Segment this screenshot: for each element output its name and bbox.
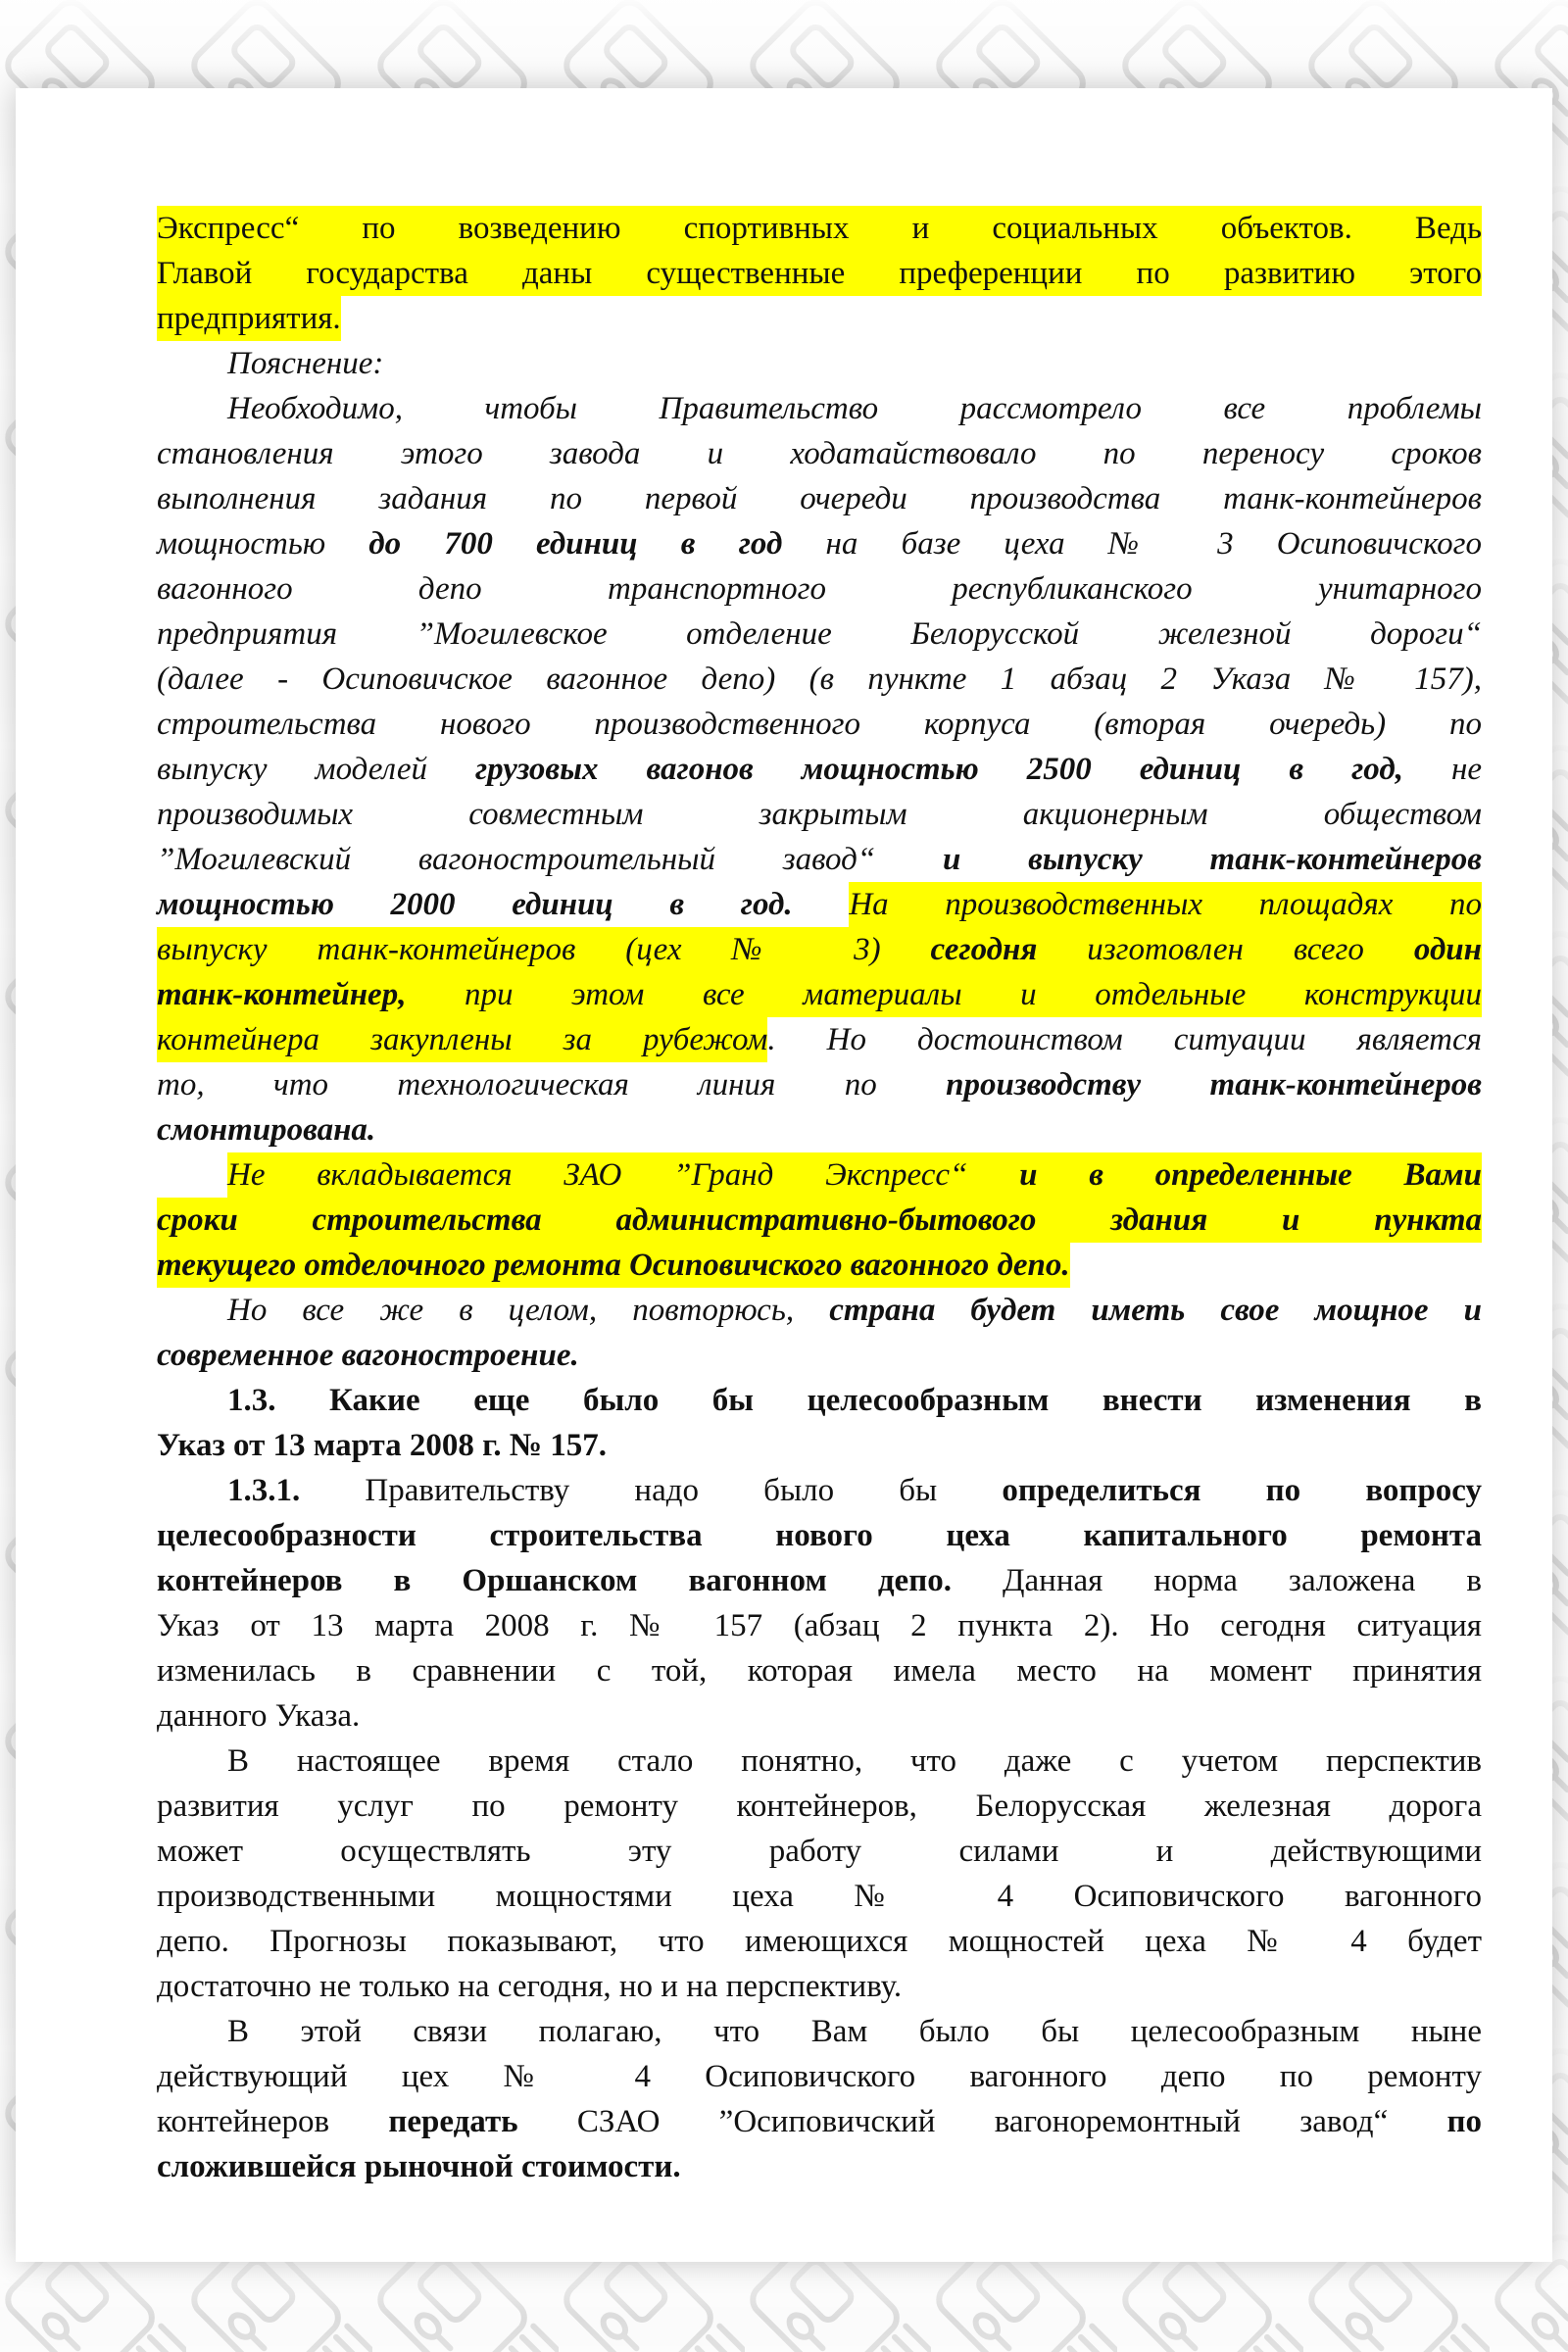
text-run: данного Указа. [157,1698,361,1734]
highlighted-text-run: Не вкладывается ЗАО ”Гранд Экспресс“ [227,1152,1019,1198]
text-run: Но все же в целом, повторюсь, [227,1293,830,1328]
document-line [157,1378,1482,1423]
text-run: на базе цеха № 3 Осиповичского [782,526,1483,562]
text-run: ”Могилевский вагоностроительный завод“ [157,842,943,877]
text-run: контейнеров в Оршанском вагонном депо. [157,1563,952,1598]
text-run: производственными мощностями цеха № 4 Осиповичского вагонного [157,1879,1482,1914]
text-run: целесообразности строительства нового цеха капитального ремонта [157,1518,1482,1553]
document-line [157,1062,1482,1107]
highlighted-text-run: и в определенные Вами [1019,1152,1482,1198]
text-run: изменилась в сравнении с той, которая имела место на момент принятия [157,1653,1482,1689]
highlighted-text-run: сроки строительства административно-бытового здания и пункта [157,1198,1482,1243]
text-run: предприятия ”Могилевское отделение Белорусской железной дороги“ [157,616,1482,652]
document-line [157,386,1482,431]
document-line [157,657,1482,702]
text-run: строительства нового производственного корпуса (вторая очередь) по [157,707,1482,742]
document-line [157,837,1482,882]
document-line [157,1243,1482,1288]
text-run: по [1446,2104,1482,2139]
text-run: контейнеров [157,2104,389,2139]
highlighted-text-run: танк-контейнер, [157,972,406,1017]
text-run: то, что технологическая линия по [157,1067,947,1102]
document-page [16,88,1552,2262]
document-line [157,341,1482,386]
text-run: депо. Прогнозы показывают, что имеющихся мощностей цеха № 4 будет [157,1924,1482,1959]
text-run: (далее - Осиповичское вагонное депо) (в пункте 1 абзац 2 Указа № 157), [157,662,1482,697]
highlighted-text-run: контейнера закуплены за рубежом [157,1017,767,1062]
document-line [157,972,1482,1017]
document-line [157,1423,1482,1468]
highlighted-text-run: Экспресс“ по возведению спортивных и социальных объектов. Ведь [157,206,1482,251]
text-run: В настоящее время стало понятно, что даже с учетом перспектив [227,1743,1482,1779]
document-line [157,1107,1482,1152]
document-line [157,1739,1482,1784]
document-line [157,1152,1482,1198]
document-line [157,476,1482,521]
text-run: может осуществлять эту работу силами и действующими [157,1834,1482,1869]
document-line [157,2144,1482,2189]
text-run: мощностью 2000 единиц в год. [157,887,850,922]
document-line [157,251,1482,296]
text-run: современное вагоностроение. [157,1338,579,1373]
text-run: грузовых вагонов мощностью 2500 единиц в год, [474,752,1403,787]
document-body [16,88,1552,2262]
document-line [157,1919,1482,1964]
text-run: страна будет иметь свое мощное и [829,1293,1482,1328]
text-run: развития услуг по ремонту контейнеров, Белорусская железная дорога [157,1788,1482,1824]
document-line [157,747,1482,792]
highlighted-text-run: Главой государства даны существенные преференции по развитию этого [157,251,1482,296]
document-line [157,206,1482,251]
text-run: достаточно не только на сегодня, но и на перспективу. [157,1969,903,2004]
document-line [157,612,1482,657]
highlighted-text-run: На производственных площадях по [849,882,1482,927]
text-run: Пояснение: [227,346,384,381]
document-line [157,1603,1482,1648]
text-run: смонтирована. [157,1112,376,1148]
document-line [157,1333,1482,1378]
document-line [157,2054,1482,2099]
document-line [157,1198,1482,1243]
document-line [157,1558,1482,1603]
text-run: вагонного депо транспортного республиканского унитарного [157,571,1482,607]
document-line [157,1513,1482,1558]
text-run: Правительству надо было бы [365,1473,1003,1508]
document-line [157,1468,1482,1513]
document-line [157,431,1482,476]
text-run: . Но достоинством ситуации является [767,1022,1482,1057]
document-line [157,882,1482,927]
highlighted-text-run: сегодня [931,927,1038,972]
text-run: выпуску моделей [157,752,475,787]
text-run: выполнения задания по первой очереди производства танк-контейнеров [157,481,1482,516]
document-line [157,1784,1482,1829]
document-line [157,1648,1482,1693]
document-line [157,2009,1482,2054]
highlighted-text-run: при этом все материалы и отдельные конструкции [406,972,1482,1017]
text-run: не [1402,752,1482,787]
document-line [157,702,1482,747]
text-run: Необходимо, чтобы Правительство рассмотрело все проблемы [227,391,1482,426]
document-line [157,1964,1482,2009]
document-line [157,792,1482,837]
text-run: действующий цех № 4 Осиповичского вагонного депо по ремонту [157,2059,1482,2094]
highlighted-text-run: один [1414,927,1482,972]
text-run: передать [388,2104,518,2139]
text-run: мощностью [157,526,369,562]
text-run: становления этого завода и ходатайствовало по переносу сроков [157,436,1482,471]
text-run: В этой связи полагаю, что Вам было бы целесообразным ныне [227,2014,1482,2049]
document-line [157,521,1482,566]
document-line [157,1829,1482,1874]
document-line [157,296,1482,341]
highlighted-text-run: выпуску танк-контейнеров (цех № 3) [157,927,931,972]
highlighted-text-run: изготовлен всего [1037,927,1414,972]
text-run: 1.3.1. [227,1473,366,1508]
highlighted-text-run: текущего отделочного ремонта Осиповичского вагонного депо. [157,1243,1070,1288]
text-run: производимых совместным закрытым акционерным обществом [157,797,1482,832]
text-run: до 700 единиц в год [368,526,783,562]
text-run: 1.3. Какие еще было бы целесообразным внести изменения в [227,1383,1482,1418]
document-line [157,1693,1482,1739]
document-line [157,566,1482,612]
text-run: Данная норма заложена в [951,1563,1482,1598]
text-run: Указ от 13 марта 2008 г. № 157. [157,1428,608,1463]
document-line [157,1288,1482,1333]
text-run: Указ от 13 марта 2008 г. № 157 (абзац 2 пункта 2). Но сегодня ситуация [157,1608,1482,1643]
document-line [157,927,1482,972]
document-line [157,1874,1482,1919]
text-run: СЗАО ”Осиповичский вагоноремонтный завод“ [517,2104,1447,2139]
highlighted-text-run: предприятия. [157,296,341,341]
text-run: определиться по вопросу [1002,1473,1483,1508]
text-run: производству танк-контейнеров [946,1067,1482,1102]
document-line [157,2099,1482,2144]
text-run: сложившейся рыночной стоимости. [157,2149,681,2184]
text-run: и выпуску танк-контейнеров [942,842,1482,877]
document-line [157,1017,1482,1062]
